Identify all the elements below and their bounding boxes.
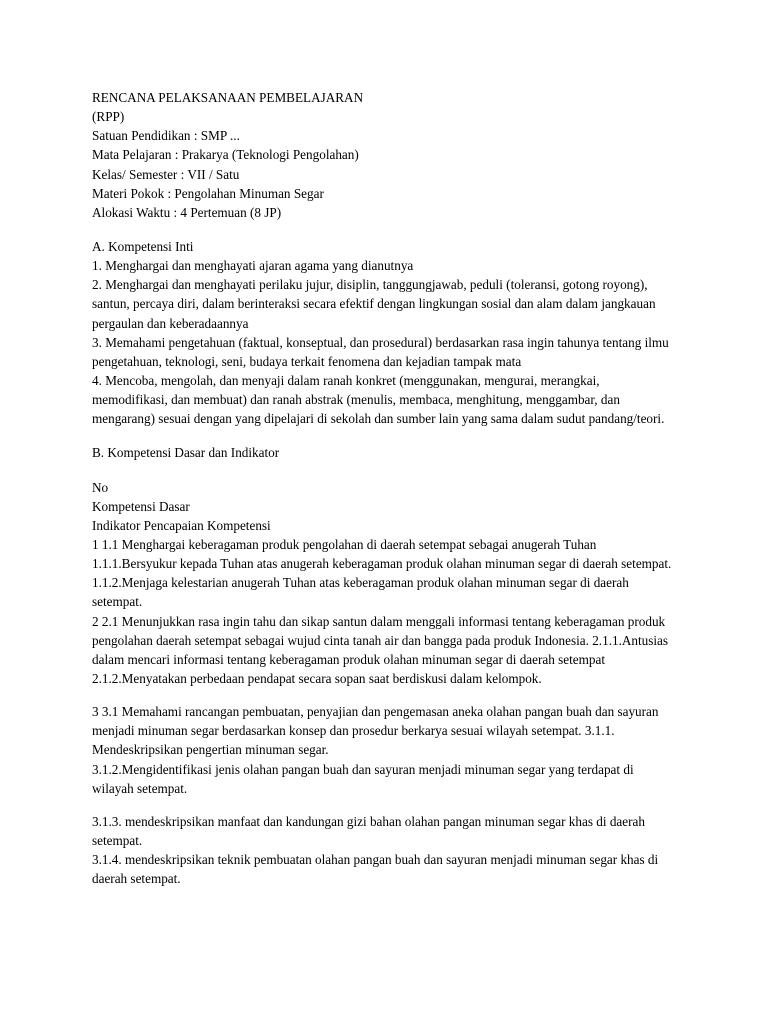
header-line-alokasi-waktu: Alokasi Waktu : 4 Pertemuan (8 JP) bbox=[92, 204, 282, 220]
heading-kompetensi-inti: A. Kompetensi Inti bbox=[92, 238, 194, 254]
header-line-kelas-semester: Kelas/ Semester : VII / Satu bbox=[92, 166, 240, 182]
ki-item-2: 2. Menghargai dan menghayati perilaku jujur, disiplin, tanggungjawab, peduli (toleransi, gotong royong), santun, percaya diri, dalam berinteraksi secara efektif dengan lingkungan sosial dan alam dalam jangkauan pergaulan dan keberadaannya bbox=[92, 277, 656, 331]
document-header bbox=[92, 88, 676, 222]
kd-row-2: 1.1.2.Menjaga kelestarian anugerah Tuhan atas keberagaman produk olahan minuman segar di daerah setempat. bbox=[92, 575, 629, 610]
kd-row-3: 2 2.1 Menunjukkan rasa ingin tahu dan sikap santun dalam menggali informasi tentang keberagaman produk pengolahan daerah setempat sebagai wujud cinta tanah air dan bangga pada produk Indonesia. 2.1.1.Antusias dalam mencari informasi tentang keberagaman produk olahan minuman segar di daerah setempat 2.1.2.Menyatakan perbedaan pendapat secara sopan saat berdiskusi dalam kelompok. bbox=[92, 613, 669, 686]
kd-rows-group-3 bbox=[92, 812, 676, 889]
ki-item-1: 1. Menghargai dan menghayati ajaran agama yang dianutnya bbox=[92, 258, 414, 274]
ki-item-3: 3. Memahami pengetahuan (faktual, konseptual, dan prosedural) berdasarkan rasa ingin tahunya tentang ilmu pengetahuan, teknologi, seni, budaya terkait fenomena dan kejadian tampak mata bbox=[92, 334, 669, 369]
header-line-title: RENCANA PELAKSANAAN PEMBELAJARAN bbox=[92, 90, 364, 105]
header-line-mata-pelajaran: Mata Pelajaran : Prakarya (Teknologi Pengolahan) bbox=[92, 147, 359, 163]
kd-row-1: 1 1.1 Menghargai keberagaman produk pengolahan di daerah setempat sebagai anugerah Tuhan 1.1.1.Bersyukur kepada Tuhan atas anugerah keberagaman produk olahan minuman segar di daerah setempat. bbox=[92, 536, 672, 572]
ki-item-4: 4. Mencoba, mengolah, dan menyaji dalam ranah konkret (menggunakan, mengurai, merangkai, memodifikasi, dan membuat) dan ranah abstrak (menulis, membaca, menghitung, menggambar, dan mengarang) sesuai dengan yang dipelajari di sekolah dan sumber lain yang sama dalam sudut pandang/teori. bbox=[92, 372, 665, 427]
kd-row-5: 3.1.2.Mengidentifikasi jenis olahan pangan buah dan sayuran menjadi minuman segar yang terdapat di wilayah setempat. bbox=[92, 761, 634, 796]
kd-rows-group-1 bbox=[92, 535, 676, 688]
header-line-materi-pokok: Materi Pokok : Pengolahan Minuman Segar bbox=[92, 185, 324, 201]
header-line-satuan-pendidikan: Satuan Pendidikan : SMP ... bbox=[92, 128, 240, 144]
kd-row-7: 3.1.4. mendeskripsikan teknik pembuatan olahan pangan buah dan sayuran menjadi minuman segar khas di daerah setempat. bbox=[92, 852, 659, 887]
kd-column-kompetensi-dasar: Kompetensi Dasar bbox=[92, 498, 190, 514]
kd-rows-group-2 bbox=[92, 702, 676, 798]
kd-column-no: No bbox=[92, 479, 109, 495]
kd-column-indikator: Indikator Pencapaian Kompetensi bbox=[92, 517, 271, 533]
section-kompetensi-inti bbox=[92, 237, 676, 428]
kd-row-6: 3.1.3. mendeskripsikan manfaat dan kandungan gizi bahan olahan pangan minuman segar khas di daerah setempat. bbox=[92, 813, 645, 848]
document-body bbox=[92, 88, 676, 888]
spacer-after-heading-b bbox=[92, 463, 676, 478]
section-kompetensi-dasar bbox=[92, 443, 676, 462]
kd-table-labels bbox=[92, 478, 676, 535]
spacer-after-section-a bbox=[92, 428, 676, 443]
heading-kompetensi-dasar: B. Kompetensi Dasar dan Indikator bbox=[92, 445, 280, 461]
header-line-subtitle: (RPP) bbox=[92, 109, 125, 125]
spacer-after-group-2 bbox=[92, 798, 676, 812]
spacer-after-header bbox=[92, 222, 676, 237]
kd-row-4: 3 3.1 Memahami rancangan pembuatan, penyajian dan pengemasan aneka olahan pangan buah dan sayuran menjadi minuman segar berdasarkan konsep dan prosedur berkarya sesuai wilayah setempat. 3.1.1. Mendeskripsikan pengertian minuman segar. bbox=[92, 704, 659, 758]
spacer-after-group-1 bbox=[92, 688, 676, 702]
